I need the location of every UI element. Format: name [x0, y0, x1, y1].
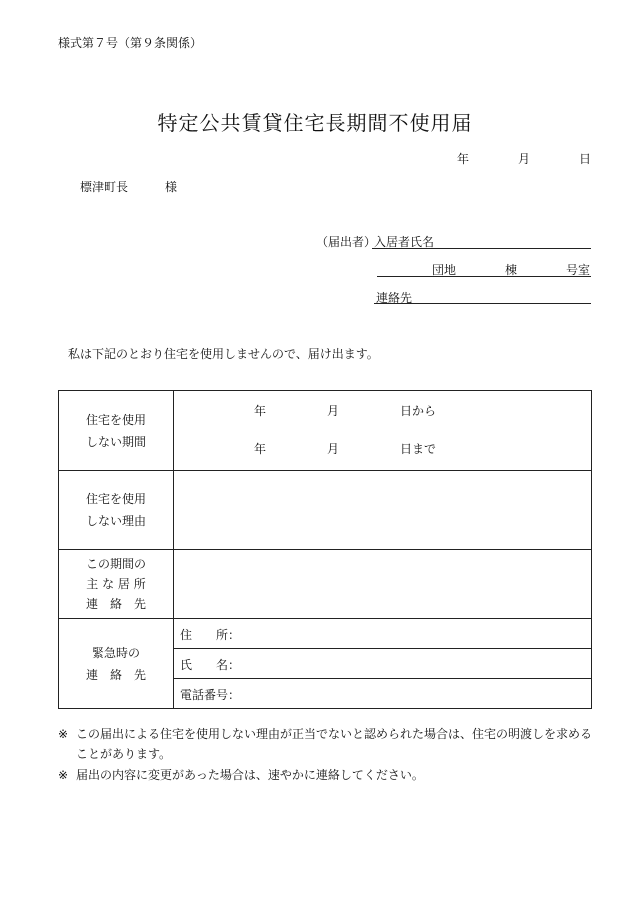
resident-name-label: 入居者氏名: [374, 235, 435, 249]
reason-label-cell: [59, 471, 174, 550]
emergency-address-label: 住 所：: [180, 628, 241, 642]
danchi-label: 団地: [432, 263, 457, 277]
period-to-day: 日まで: [400, 441, 437, 456]
note1-line2: ことがあります。: [76, 747, 172, 761]
period-row: [59, 391, 592, 471]
period-from-month: 月: [327, 403, 340, 418]
contact-label: 連絡先: [376, 291, 413, 305]
applicant-label: （届出者）: [316, 235, 377, 249]
residence-input-cell[interactable]: [174, 550, 592, 619]
emergency-address-cell[interactable]: [174, 619, 592, 649]
document-title: 特定公共賃貸住宅長期間不使用届: [157, 111, 473, 135]
reason-label-line1: 住宅を使用: [85, 492, 146, 506]
emergency-address-row: [59, 619, 592, 649]
residence-label-line1: この期間の: [85, 557, 146, 571]
resident-name-line[interactable]: [372, 248, 591, 249]
emergency-name-cell[interactable]: [174, 649, 592, 679]
contact-line[interactable]: [374, 303, 591, 304]
period-input-cell[interactable]: [174, 391, 592, 471]
reason-input-cell[interactable]: [174, 471, 592, 550]
date-day-label: 日: [579, 152, 592, 166]
date-year-label: 年: [457, 152, 470, 166]
emergency-phone-label: 電話番号：: [180, 688, 241, 702]
emergency-phone-cell[interactable]: [174, 679, 592, 709]
form-number: 様式第７号（第９条関係）: [58, 36, 203, 50]
intro-text: 私は下記のとおり住宅を使用しませんので、届け出ます。: [68, 347, 379, 361]
note1-line1: この届出による住宅を使用しない理由が正当でないと認められた場合は、住宅の明渡しを求める: [76, 727, 593, 741]
note2-text: 届出の内容に変更があった場合は、速やかに連絡してください。: [76, 768, 424, 782]
room-label: 号室: [566, 263, 591, 277]
form-table: [58, 390, 592, 709]
period-label-cell: [59, 391, 174, 471]
period-from-day: 日から: [400, 403, 437, 418]
period-to-month: 月: [327, 441, 340, 456]
building-label: 棟: [505, 263, 518, 277]
emergency-label-line1: 緊急時の: [91, 645, 140, 660]
note1-mark: ※: [58, 727, 69, 741]
residence-row: [59, 550, 592, 619]
addressee-name: 標津町長: [80, 180, 129, 194]
address-line[interactable]: [377, 276, 591, 277]
period-label-line1: 住宅を使用: [85, 412, 146, 427]
note2-mark: ※: [58, 768, 69, 782]
period-to-year: 年: [254, 441, 267, 456]
addressee-honorific: 様: [165, 180, 178, 194]
residence-label-line3: 連 絡 先: [85, 597, 146, 611]
reason-label-line2: しない理由: [85, 514, 146, 528]
date-month-label: 月: [518, 152, 531, 166]
emergency-name-label: 氏 名：: [180, 658, 241, 672]
period-label-line2: しない期間: [85, 434, 146, 449]
residence-label-cell: [59, 550, 174, 619]
period-from-year: 年: [254, 403, 267, 418]
reason-row: [59, 471, 592, 550]
emergency-label-cell: [59, 619, 174, 709]
residence-label-line2: 主 な 居 所: [86, 577, 146, 591]
emergency-label-line2: 連 絡 先: [85, 667, 146, 682]
